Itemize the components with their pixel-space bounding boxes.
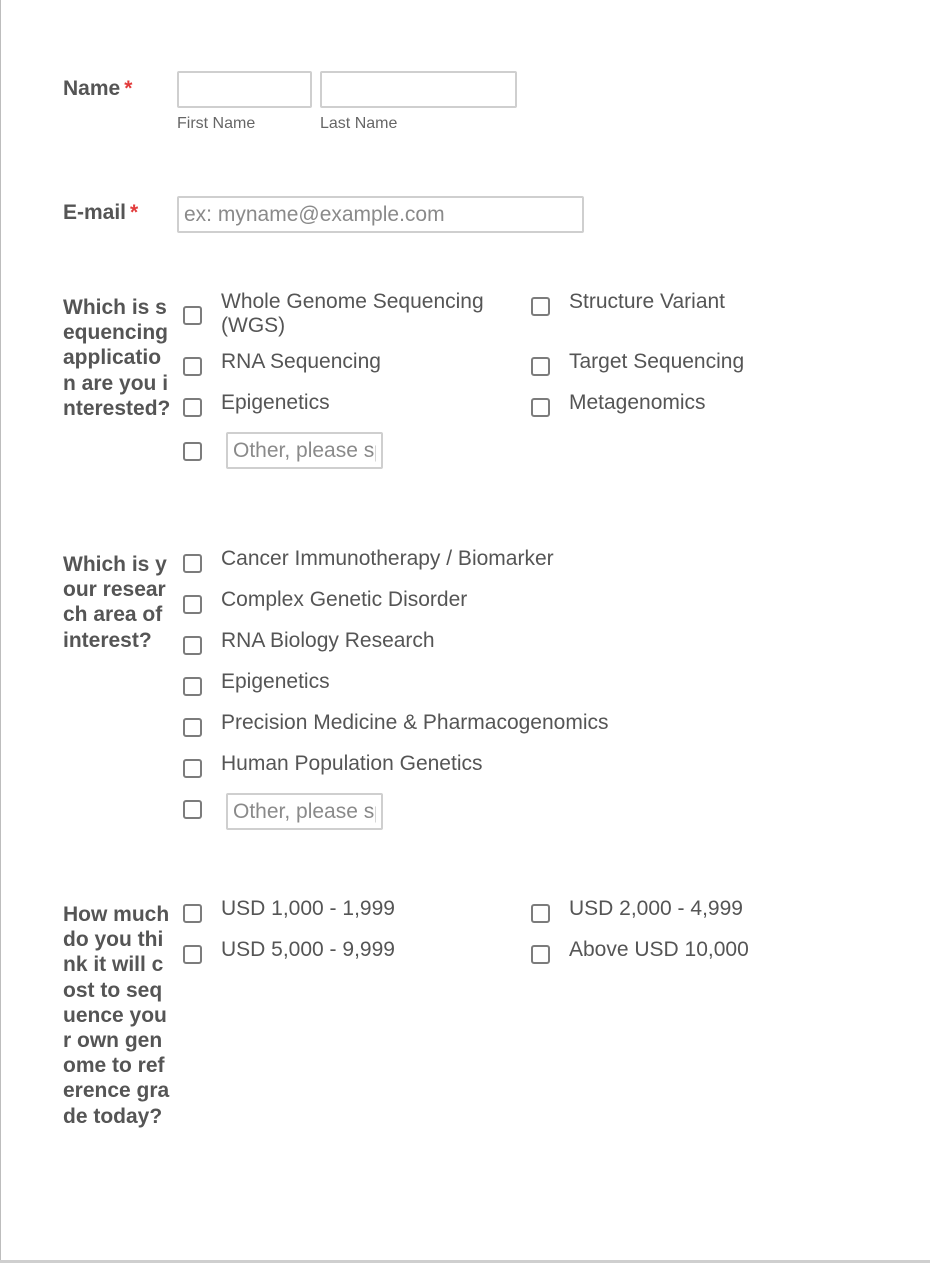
option-label: Target Sequencing — [569, 350, 745, 373]
option-label: Metagenomics — [569, 391, 706, 414]
option-label: RNA Biology Research — [221, 629, 435, 652]
option-label: Epigenetics — [221, 670, 330, 693]
option-rna-biology[interactable] — [183, 629, 683, 659]
checkbox[interactable] — [183, 945, 202, 964]
research-other-input[interactable] — [226, 793, 383, 830]
sequencing-other-input[interactable] — [226, 432, 383, 469]
option-target-sequencing[interactable] — [531, 350, 831, 380]
checkbox[interactable] — [183, 718, 202, 737]
option-epigenetics-research[interactable] — [183, 670, 683, 700]
option-label: Whole Genome Sequencing (WGS) — [221, 290, 484, 337]
option-epigenetics[interactable] — [183, 391, 513, 421]
first-name-input[interactable] — [177, 71, 312, 108]
checkbox[interactable] — [531, 357, 550, 376]
checkbox[interactable] — [183, 759, 202, 778]
option-label: Above USD 10,000 — [569, 938, 749, 961]
last-name-sublabel: Last Name — [320, 115, 398, 132]
option-label: RNA Sequencing — [221, 350, 381, 373]
option-label: Human Population Genetics — [221, 752, 483, 775]
option-label: USD 2,000 - 4,999 — [569, 897, 743, 920]
checkbox[interactable] — [531, 398, 550, 417]
last-name-input[interactable] — [320, 71, 517, 108]
option-rna-sequencing[interactable] — [183, 350, 513, 380]
option-label: Precision Medicine & Pharmacogenomics — [221, 711, 609, 734]
name-label: Name * — [63, 77, 133, 100]
checkbox[interactable] — [183, 904, 202, 923]
required-asterisk: * — [124, 77, 133, 100]
option-precision-medicine[interactable] — [183, 711, 683, 741]
checkbox[interactable] — [183, 398, 202, 417]
option-complex-genetic-disorder[interactable] — [183, 588, 683, 618]
email-input[interactable] — [177, 196, 584, 233]
email-label: E-mail * — [63, 201, 139, 224]
option-wgs[interactable] — [183, 290, 513, 342]
checkbox[interactable] — [183, 636, 202, 655]
option-label: Epigenetics — [221, 391, 330, 414]
checkbox[interactable] — [183, 357, 202, 376]
option-label: Cancer Immunotherapy / Biomarker — [221, 547, 554, 570]
option-cancer-immunotherapy[interactable] — [183, 547, 683, 577]
option-human-population-genetics[interactable] — [183, 752, 683, 782]
first-name-sublabel: First Name — [177, 115, 256, 132]
option-metagenomics[interactable] — [531, 391, 831, 421]
option-label: USD 1,000 - 1,999 — [221, 897, 395, 920]
cost-question-label: How much do you think it will cost to sequence your own genome to reference grade today? — [63, 903, 170, 1128]
checkbox[interactable] — [531, 904, 550, 923]
sequencing-question-label: Which is sequencing application are you interested? — [63, 296, 171, 420]
checkbox[interactable] — [531, 297, 550, 316]
checkbox[interactable] — [183, 595, 202, 614]
other-checkbox[interactable] — [183, 800, 202, 819]
option-usd-5000[interactable] — [183, 938, 513, 968]
option-label: USD 5,000 - 9,999 — [221, 938, 395, 961]
option-label: Structure Variant — [569, 290, 726, 313]
checkbox[interactable] — [531, 945, 550, 964]
checkbox[interactable] — [183, 677, 202, 696]
research-question-label: Which is your research area of interest? — [63, 553, 167, 652]
option-usd-2000[interactable] — [531, 897, 831, 927]
option-structure-variant[interactable] — [531, 290, 831, 320]
checkbox[interactable] — [183, 554, 202, 573]
required-asterisk: * — [130, 201, 139, 224]
other-checkbox[interactable] — [183, 442, 202, 461]
page-left-border — [0, 0, 1, 1263]
option-usd-1000[interactable] — [183, 897, 513, 927]
option-label: Complex Genetic Disorder — [221, 588, 468, 611]
checkbox[interactable] — [183, 306, 202, 325]
option-above-usd-10000[interactable] — [531, 938, 831, 968]
